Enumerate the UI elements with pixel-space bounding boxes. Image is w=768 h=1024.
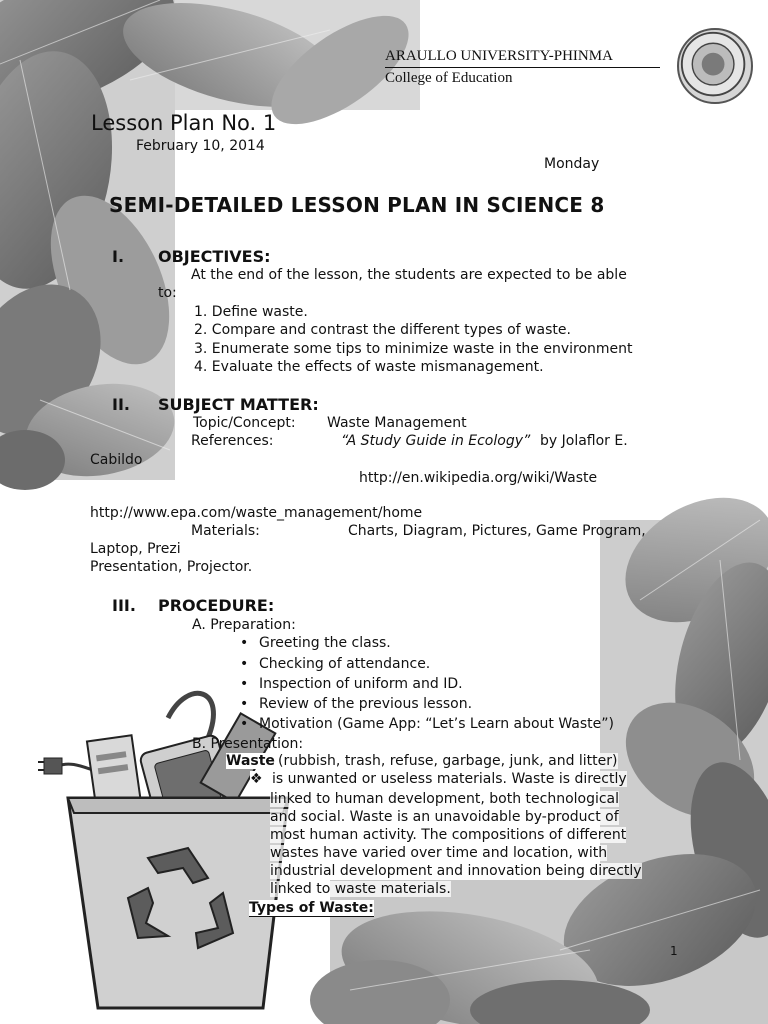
university-underline — [385, 67, 660, 68]
procedure-numeral: III. — [112, 596, 136, 615]
lesson-plan-number: Lesson Plan No. 1 — [91, 111, 277, 135]
objectives-heading: OBJECTIVES: — [158, 247, 271, 266]
preparation-item: Checking of attendance. — [259, 656, 431, 672]
bullet-dot: • — [240, 656, 249, 672]
page-number: 1 — [670, 944, 678, 958]
materials-value: Charts, Diagram, Pictures, Game Program, — [348, 523, 646, 539]
reference-url: http://www.epa.com/waste_management/home — [90, 505, 423, 521]
topic-label: Topic/Concept: — [193, 415, 296, 431]
preparation-item: Inspection of uniform and ID. — [259, 676, 463, 692]
university-seal-icon — [677, 28, 753, 104]
page-title: SEMI-DETAILED LESSON PLAN IN SCIENCE 8 — [109, 193, 605, 217]
materials-label: Materials: — [191, 523, 260, 539]
references-label: References: — [191, 433, 274, 449]
objective-item: 2. Compare and contrast the different types of waste. — [194, 322, 571, 338]
bullet-dot: • — [240, 696, 249, 712]
objective-item: 3. Enumerate some tips to minimize waste in the environment — [194, 341, 633, 357]
objectives-numeral: I. — [112, 247, 125, 266]
lesson-date: February 10, 2014 — [136, 138, 265, 154]
waste-definition-line: (rubbish, trash, refuse, garbage, junk, and litter) — [278, 753, 618, 769]
reference-author: by Jolaflor E. — [540, 433, 628, 449]
reference-book: “A Study Guide in Ecology” — [341, 433, 531, 449]
lesson-day: Monday — [544, 156, 600, 172]
preparation-item: Greeting the class. — [259, 635, 391, 651]
objectives-intro: At the end of the lesson, the students are expected to be able — [191, 267, 627, 283]
reference-url: http://en.wikipedia.org/wiki/Waste — [359, 470, 598, 486]
waste-definition-line: linked to waste materials. — [270, 881, 451, 897]
preparation-item: Motivation (Game App: “Let’s Learn about Waste”) — [259, 716, 614, 732]
materials-cont: Laptop, Prezi — [90, 541, 181, 557]
presentation-label: B. Presentation: — [192, 736, 304, 752]
bullet-dot: • — [240, 676, 249, 692]
subject-matter-heading: SUBJECT MATTER: — [158, 395, 319, 414]
college-name: College of Education — [385, 70, 513, 86]
waste-definition-line: is unwanted or useless materials. Waste is directly — [272, 771, 627, 787]
types-of-waste-heading: Types of Waste: — [249, 900, 374, 916]
university-name: ARAULLO UNIVERSITY-PHINMA — [385, 48, 613, 64]
waste-definition-line: industrial development and innovation being directly — [270, 863, 642, 879]
subject-matter-numeral: II. — [112, 395, 130, 414]
bullet-dot: • — [240, 635, 249, 651]
preparation-item: Review of the previous lesson. — [259, 696, 473, 712]
waste-definition-line: linked to human development, both technological — [270, 791, 620, 807]
preparation-label: A. Preparation: — [192, 617, 296, 633]
waste-definition-line: wastes have varied over time and location, with — [270, 845, 608, 861]
objectives-intro-cont: to: — [158, 285, 177, 301]
objective-item: 1. Define waste. — [194, 304, 308, 320]
objective-item: 4. Evaluate the effects of waste mismanagement. — [194, 359, 544, 375]
bullet-dot: • — [240, 716, 249, 732]
reference-author-cont: Cabildo — [90, 452, 143, 468]
materials-cont: Presentation, Projector. — [90, 559, 253, 575]
waste-definition-line: and social. Waste is an unavoidable by-product of — [270, 809, 619, 825]
waste-term: Waste — [226, 753, 275, 769]
diamond-bullet-icon: ❖ — [250, 771, 263, 787]
waste-definition-line: most human activity. The compositions of different — [270, 827, 627, 843]
topic-value: Waste Management — [327, 415, 467, 431]
procedure-heading: PROCEDURE: — [158, 596, 275, 615]
